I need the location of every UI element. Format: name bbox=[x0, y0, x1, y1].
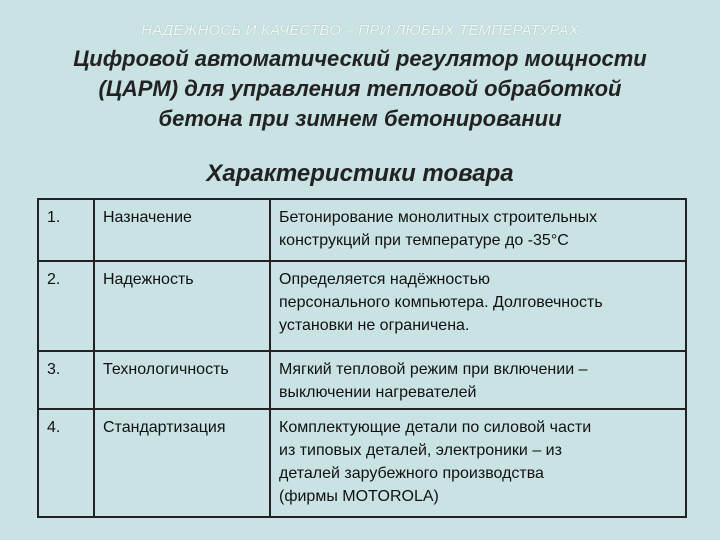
description-line: Определяется надёжностью bbox=[279, 271, 490, 288]
description-line: Мягкий тепловой режим при включении – bbox=[279, 361, 588, 378]
row-description bbox=[270, 351, 686, 409]
characteristics-table bbox=[37, 198, 687, 518]
description-line: деталей зарубежного производства bbox=[279, 465, 544, 482]
description-line: конструкций при температуре до -35°С bbox=[279, 232, 569, 249]
row-number: 2. bbox=[38, 261, 94, 351]
description-line: персонального компьютера. Долговечность bbox=[279, 294, 603, 311]
section-title: Характеристики товара bbox=[206, 160, 514, 187]
row-description bbox=[270, 199, 686, 261]
row-description bbox=[270, 409, 686, 517]
header-tagline: НАДЕЖНОСЬ И КАЧЕСТВО – ПРИ ЛЮБЫХ ТЕМПЕРАТУРАХ bbox=[141, 22, 579, 39]
description-line: выключении нагревателей bbox=[279, 384, 477, 401]
page-title bbox=[10, 44, 710, 134]
table-row bbox=[38, 351, 686, 409]
row-name: Стандартизация bbox=[94, 409, 270, 517]
row-description bbox=[270, 261, 686, 351]
description-line: Комплектующие детали по силовой части bbox=[279, 419, 592, 436]
table-row bbox=[38, 261, 686, 351]
description-line: из типовых деталей, электроники – из bbox=[279, 442, 562, 459]
row-name: Надежность bbox=[94, 261, 270, 351]
row-number: 3. bbox=[38, 351, 94, 409]
table-row bbox=[38, 199, 686, 261]
title-line: (ЦАРМ) для управления тепловой обработкой bbox=[98, 76, 622, 101]
row-name: Назначение bbox=[94, 199, 270, 261]
title-line: Цифровой автоматический регулятор мощности bbox=[73, 46, 647, 71]
description-line: (фирмы MOTOROLA) bbox=[279, 488, 439, 505]
row-name: Технологичность bbox=[94, 351, 270, 409]
description-line: установки не ограничена. bbox=[279, 317, 470, 334]
description-line: Бетонирование монолитных строительных bbox=[279, 209, 598, 226]
table-row bbox=[38, 409, 686, 517]
title-line: бетона при зимнем бетонировании bbox=[158, 106, 562, 131]
row-number: 1. bbox=[38, 199, 94, 261]
row-number: 4. bbox=[38, 409, 94, 517]
